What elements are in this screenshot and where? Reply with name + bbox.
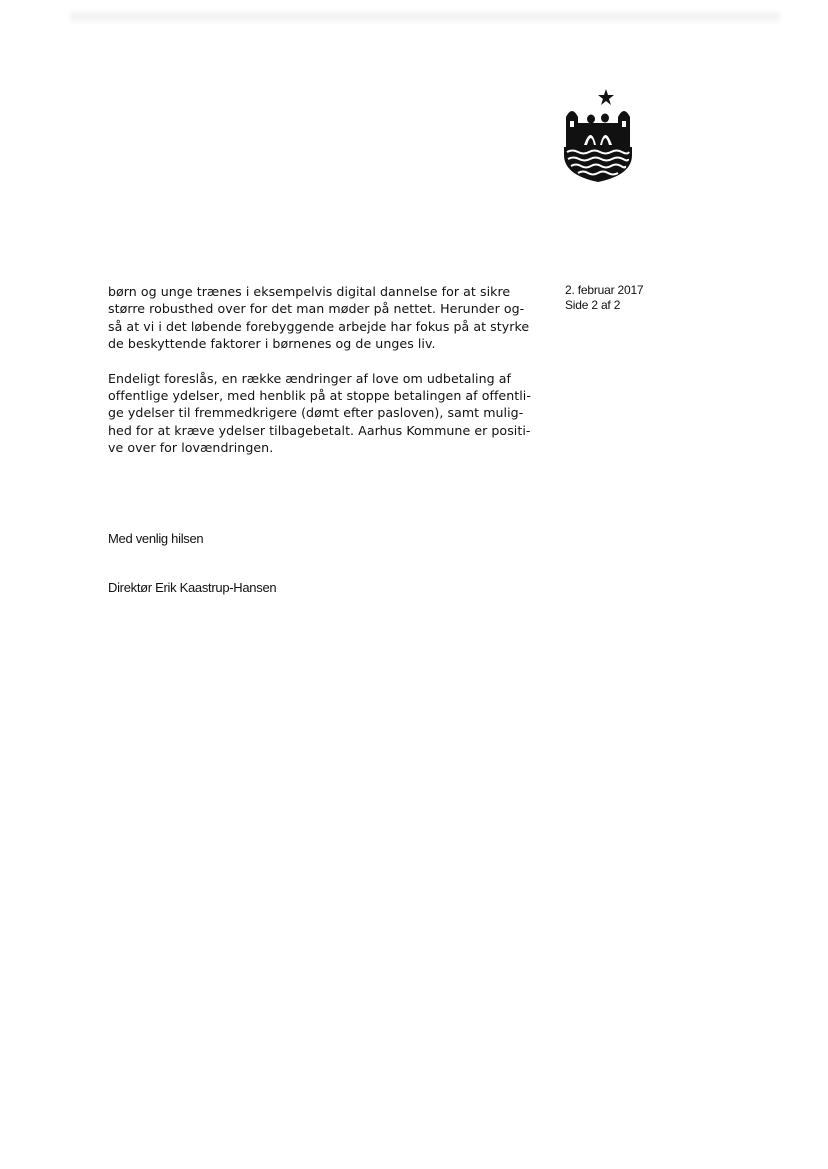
signer-name: Direktør Erik Kaastrup-Hansen [108, 580, 277, 595]
paragraph-2 [108, 370, 540, 457]
scan-artifact [70, 10, 780, 24]
aarhus-coat-of-arms-icon [560, 87, 636, 183]
paragraph-1 [108, 283, 540, 353]
letter-body [108, 283, 540, 474]
text-line: offentlige ydelser, med henblik på at stoppe betalingen af offentli- [108, 388, 531, 404]
text-line: de beskyttende faktorer i børnenes og de unges liv. [108, 336, 436, 352]
text-line: ge ydelser til fremmedkrigere (dømt efter pasloven), samt mulig- [108, 405, 524, 421]
closing-greeting: Med venlig hilsen [108, 531, 204, 546]
text-line: hed for at kræve ydelser tilbagebetalt. Aarhus Kommune er positi- [108, 422, 531, 438]
letter-meta [565, 283, 643, 313]
text-line: større robusthed over for det man møder på nettet. Herunder og- [108, 301, 525, 317]
page-number: Side 2 af 2 [565, 298, 621, 312]
text-line: børn og unge trænes i eksempelvis digital dannelse for at sikre [108, 284, 511, 299]
text-line: Endeligt foreslås, en række ændringer af love om udbetaling af [108, 370, 511, 386]
text-line: ve over for lovændringen. [108, 440, 274, 456]
letter-date: 2. februar 2017 [565, 283, 644, 297]
text-line: så at vi i det løbende forebyggende arbejde har fokus på at styrke [108, 318, 530, 334]
